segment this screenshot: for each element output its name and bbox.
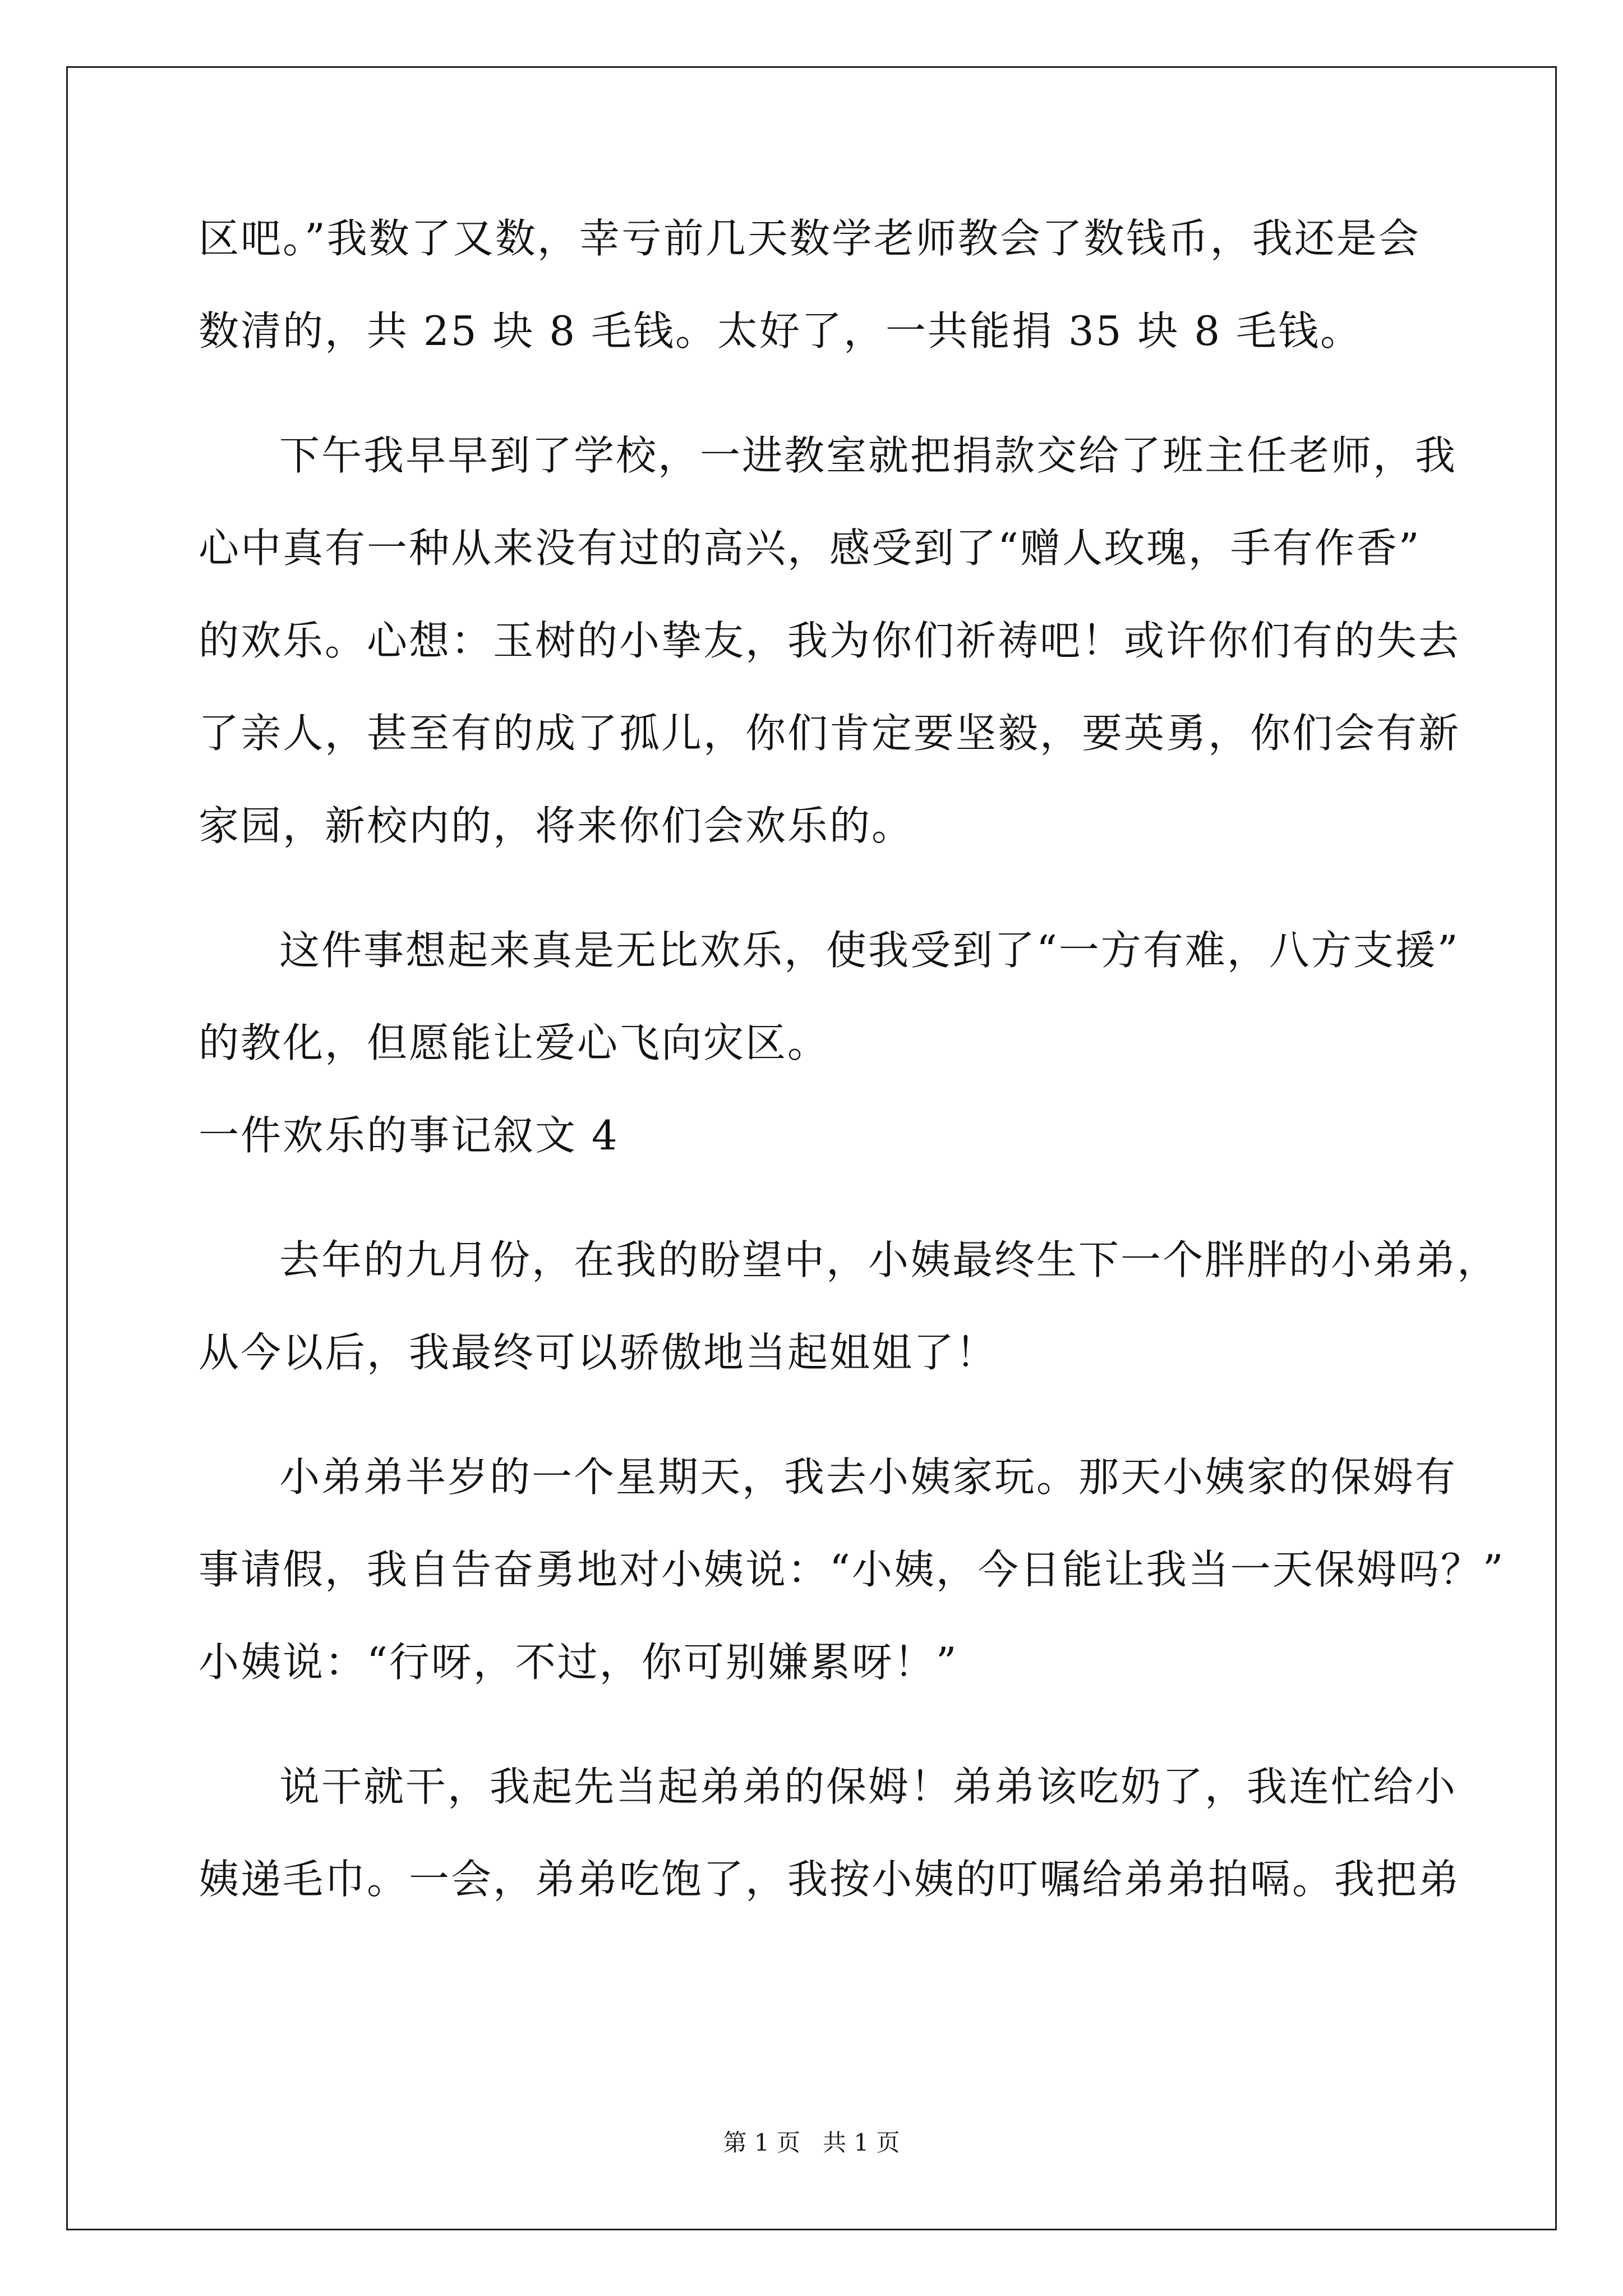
text-line: 数清的，共 25 块 8 毛钱。太好了，一共能捐 35 块 8 毛钱。 xyxy=(199,307,1362,355)
text-line: 从今以后，我最终可以骄傲地当起姐姐了！ xyxy=(199,1329,998,1376)
paragraph-line: 这件事想起来真是无比欢乐，使我受到了“一方有难，八方支援” xyxy=(279,927,1460,974)
paragraph-line: 去年的九月份，在我的盼望中，小姨最终生下一个胖胖的小弟弟， xyxy=(279,1236,1500,1283)
section-heading: 一件欢乐的事记叙文 4 xyxy=(199,1112,619,1159)
text-line: 区吧。”我数了又数，幸亏前几天数学老师教会了数钱币，我还是会 xyxy=(199,215,1421,262)
text-line: 的欢乐。心想：玉树的小挚友，我为你们祈祷吧！或许你们有的失去 xyxy=(199,617,1461,664)
text-line: 小姨说：“行呀，不过，你可别嫌累呀！” xyxy=(199,1639,958,1686)
text-line: 心中真有一种从来没有过的高兴，感受到了“赠人玫瑰，手有作香” xyxy=(199,524,1421,572)
text-line: 姨递毛巾。一会，弟弟吃饱了，我按小姨的叮嘱给弟弟拍嗝。我把弟 xyxy=(199,1856,1461,1903)
text-line: 家园，新校内的，将来你们会欢乐的。 xyxy=(199,802,914,849)
page-number-footer: 第 1 页 共 1 页 xyxy=(723,2129,900,2156)
text-line: 的教化，但愿能让爱心飞向灾区。 xyxy=(199,1019,830,1066)
paragraph-line: 说干就干，我起先当起弟弟的保姆！弟弟该吃奶了，我连忙给小 xyxy=(279,1763,1458,1810)
text-line: 了亲人，甚至有的成了孤儿，你们肯定要坚毅，要英勇，你们会有新 xyxy=(199,710,1461,757)
paragraph-line: 下午我早早到了学校，一进教室就把捐款交给了班主任老师，我 xyxy=(279,432,1458,479)
text-line: 事请假，我自告奋勇地对小姨说：“小姨，今日能让我当一天保姆吗？” xyxy=(199,1546,1505,1593)
paragraph-line: 小弟弟半岁的一个星期天，我去小姨家玩。那天小姨家的保姆有 xyxy=(279,1453,1458,1501)
